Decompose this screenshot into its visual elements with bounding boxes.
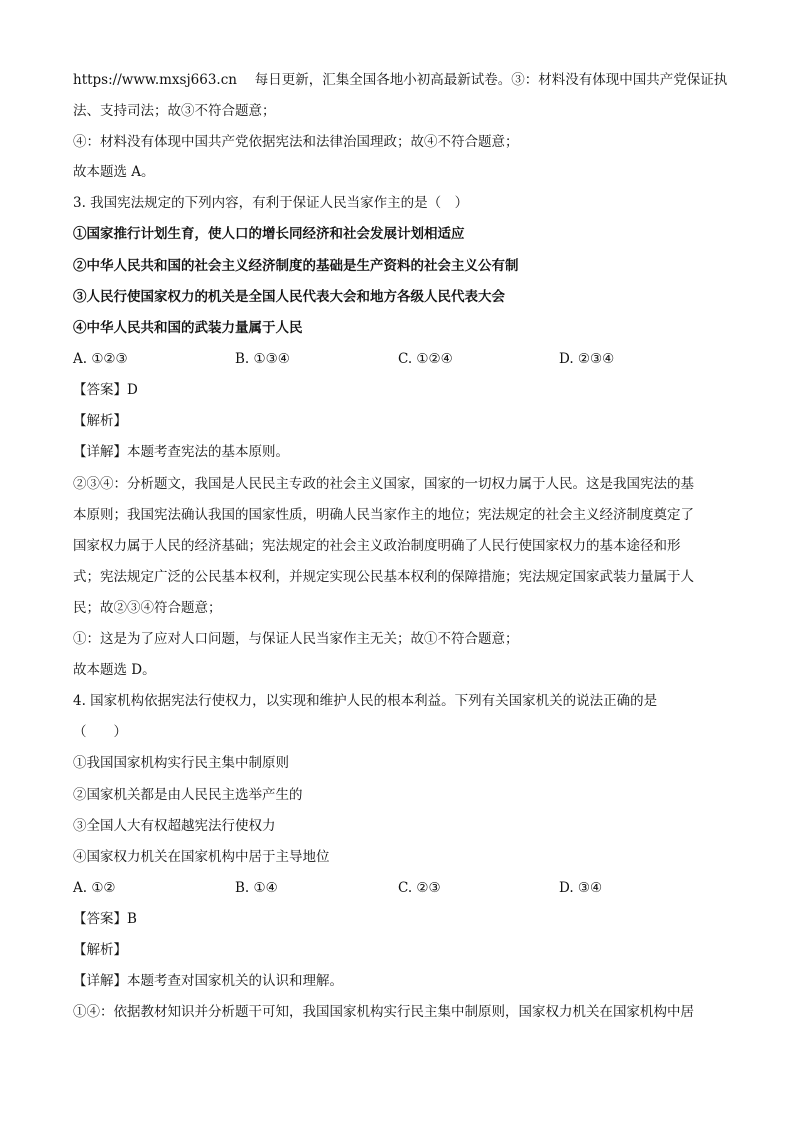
text-line: 故本题选 D。 <box>73 662 156 678</box>
question-3-detail: 【详解】本题考查宪法的基本原则。 <box>73 444 289 460</box>
text-line: ②③④：分析题文，我国是人民民主专政的社会主义国家，国家的一切权力属于人民。这是我国宪法的基 <box>73 476 694 492</box>
question-3-stem: 3. 我国宪法规定的下列内容，有利于保证人民当家作主的是（ ） <box>73 195 469 211</box>
question-4-item-2: ②国家机关都是由人民民主选举产生的 <box>73 787 303 803</box>
question-4-option-c: C. ②③ <box>398 880 441 896</box>
text-line: https://www.mxsj663.cn 每日更新，汇集全国各地小初高最新试卷。③：材料没有体现中国共产党保证执 <box>73 72 728 88</box>
question-4-option-d: D. ③④ <box>559 880 603 896</box>
text-line: 故本题选 A。 <box>73 164 155 180</box>
question-3-item-2: ②中华人民共和国的社会主义经济制度的基础是生产资料的社会主义公有制 <box>73 258 519 274</box>
text-line: 民；故②③④符合题意； <box>73 600 222 616</box>
question-3-option-c: C. ①②④ <box>398 351 453 367</box>
text-line: 本原则；我国宪法确认我国的国家性质，明确人民当家作主的地位；宪法规定的社会主义经济制度奠定了 <box>73 507 694 523</box>
question-4-stem: 4. 国家机构依据宪法行使权力，以实现和维护人民的根本利益。下列有关国家机关的说法正确的是 <box>73 693 658 709</box>
question-4-paren: （ ） <box>73 724 127 740</box>
question-4-answer: 【答案】B <box>73 911 137 927</box>
text-line: 式；宪法规定广泛的公民基本权利，并规定实现公民基本权利的保障措施；宪法规定国家武装力量属于人 <box>73 569 694 585</box>
text-line: 法、支持司法；故③不符合题意； <box>73 103 276 119</box>
question-3-item-3: ③人民行使国家权力的机关是全国人民代表大会和地方各级人民代表大会 <box>73 289 505 305</box>
question-4-item-3: ③全国人大有权超越宪法行使权力 <box>73 818 276 834</box>
question-4-option-b: B. ①④ <box>235 880 278 896</box>
text-line: ④：材料没有体现中国共产党依据宪法和法律治国理政；故④不符合题意； <box>73 134 519 150</box>
question-4-item-1: ①我国国家机构实行民主集中制原则 <box>73 755 289 771</box>
question-4-option-a: A. ①② <box>73 880 116 896</box>
question-3-option-d: D. ②③④ <box>559 351 615 367</box>
question-3-answer: 【答案】D <box>73 382 138 398</box>
question-3-item-1: ①国家推行计划生育，使人口的增长同经济和社会发展计划相适应 <box>73 226 465 242</box>
question-3-option-b: B. ①③④ <box>235 351 290 367</box>
question-3-option-a: A. ①②③ <box>73 351 128 367</box>
question-3-analysis-label: 【解析】 <box>73 413 127 429</box>
text-line: ①④：依据教材知识并分析题干可知，我国国家机构实行民主集中制原则，国家权力机关在国家机构中居 <box>73 1004 694 1020</box>
question-4-item-4: ④国家权力机关在国家机构中居于主导地位 <box>73 849 330 865</box>
text-line: 国家权力属于人民的经济基础；宪法规定的社会主义政治制度明确了人民行使国家权力的基本途径和形 <box>73 538 681 554</box>
question-4-detail: 【详解】本题考查对国家机关的认识和理解。 <box>73 973 343 989</box>
question-4-analysis-label: 【解析】 <box>73 942 127 958</box>
text-line: ①：这是为了应对人口问题，与保证人民当家作主无关；故①不符合题意； <box>73 631 519 647</box>
question-3-item-4: ④中华人民共和国的武装力量属于人民 <box>73 320 303 336</box>
